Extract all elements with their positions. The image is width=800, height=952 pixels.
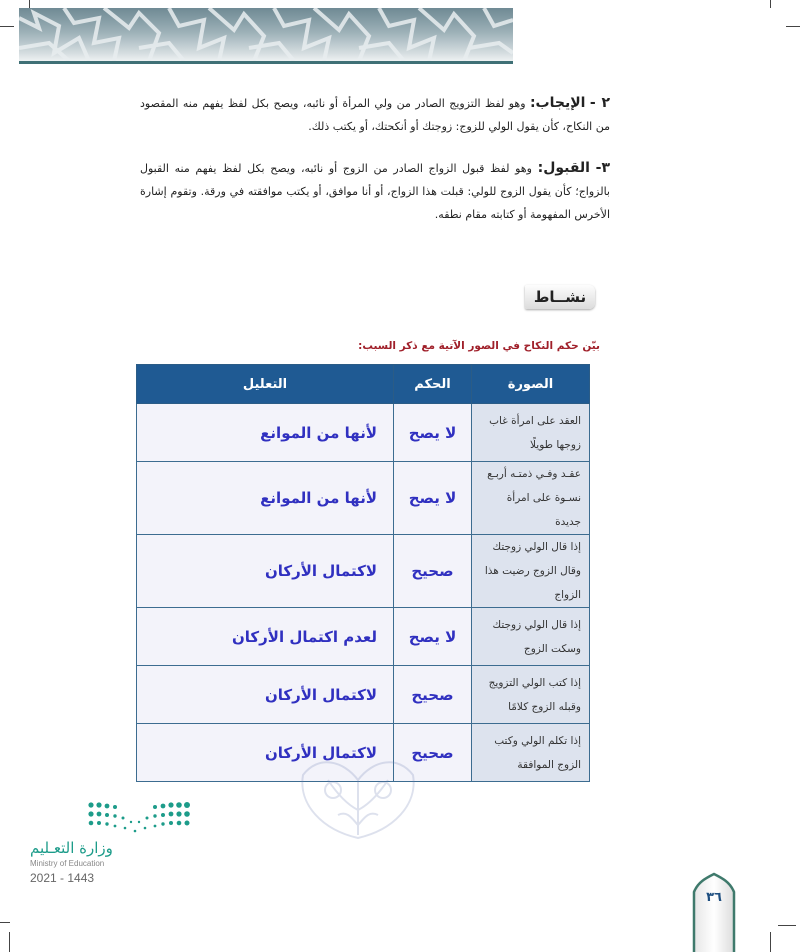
activity-instruction: بيّن حكم النكاح في الصور الآتية مع ذكر السبب: [358,340,600,352]
ministry-years: 2021 - 1443 [30,871,95,885]
ministry-dots-logo-icon [85,800,195,836]
scene-cell: عقـد وفـي ذمتـه أربـع نسـوة على امرأة جديدة [472,462,590,535]
crop-mark [770,932,771,952]
scene-cell: العقد على امرأة غاب زوجها طويلًا [472,404,590,462]
scene-cell: إذا كتب الولي التزويج وقبله الزوج كلامًا [472,666,590,724]
header-reason: التعليل [137,365,394,404]
ministry-logo [30,795,200,895]
crop-mark [29,0,30,8]
ministry-name-english: Ministry of Education [30,859,105,868]
reason-cell: لاكتمال الأركان [137,666,394,724]
crop-mark [770,0,771,8]
reason-cell: لأنها من الموانع [137,462,394,535]
geometric-pattern-icon [19,8,513,61]
paragraph-text: وهو لفظ قبول الزواج الصادر من الزوج أو نائبه، ويصح بكل لفظ يفهم منه القبول بالزواج؛ كأن يقول الزوج للولي: قبلت هذا الزواج، أو أنا موافق، أو يكتب موافقته في ورقة. وتقوم إشارة الأخرس المفهومة أو كتابته مقام نطقه. [140,162,610,221]
page-number-badge [692,872,736,952]
header-scene: الصورة [472,365,590,404]
table-row [137,666,590,724]
rulings-table [136,364,590,782]
header-banner-bar [19,61,513,64]
reason-cell: لاكتمال الأركان [137,535,394,608]
ruling-cell: صحيح [394,724,472,782]
activity-title: نشــاط [525,285,595,309]
ruling-cell: لا يصح [394,404,472,462]
keyword-qabul: القبول: [537,160,590,176]
crop-mark [0,26,14,27]
activity-label [505,285,595,311]
table-row [137,404,590,462]
paragraph-ijab [140,92,610,138]
table-row [137,608,590,666]
scene-cell: إذا قال الولي زوجتك وسكت الزوج [472,608,590,666]
ruling-cell: لا يصح [394,608,472,666]
header-ruling: الحكم [394,365,472,404]
arabesque-ornament-icon [293,750,423,840]
reason-cell: لأنها من الموانع [137,404,394,462]
reason-cell: لعدم اكتمال الأركان [137,608,394,666]
scene-cell: إذا قال الولي زوجتك وقال الزوج رضيت هذا الزواج [472,535,590,608]
table-row [137,462,590,535]
ruling-cell: صحيح [394,535,472,608]
page-number: ٣٦ [706,890,722,905]
paragraph-qabul [140,157,610,226]
table-row [137,535,590,608]
keyword-ijab: الإيجاب: [529,95,586,111]
item-number: ٣- [595,160,610,176]
ministry-name-arabic: وزارة التعـليم [30,839,113,857]
crop-mark [0,922,10,923]
paragraph-text: وهو لفظ التزويج الصادر من ولي المرأة أو نائبه، ويصح بكل لفظ يفهم منه المقصود من النكاح، كأن يقول الولي للزوج: زوجتك أو أنكحتك، أو يكتب ذلك. [140,97,610,133]
crop-mark [786,26,800,27]
ruling-cell: لا يصح [394,462,472,535]
crop-mark [778,925,796,926]
header-banner-pattern [19,8,513,61]
arch-badge-icon [692,872,736,952]
crop-mark [9,932,10,952]
item-number: ٢ - [589,95,611,111]
reason-cell: لاكتمال الأركان [137,724,394,782]
table-header-row [137,365,590,404]
ruling-cell: صحيح [394,666,472,724]
scene-cell: إذا تكلم الولي وكتب الزوج الموافقة [472,724,590,782]
